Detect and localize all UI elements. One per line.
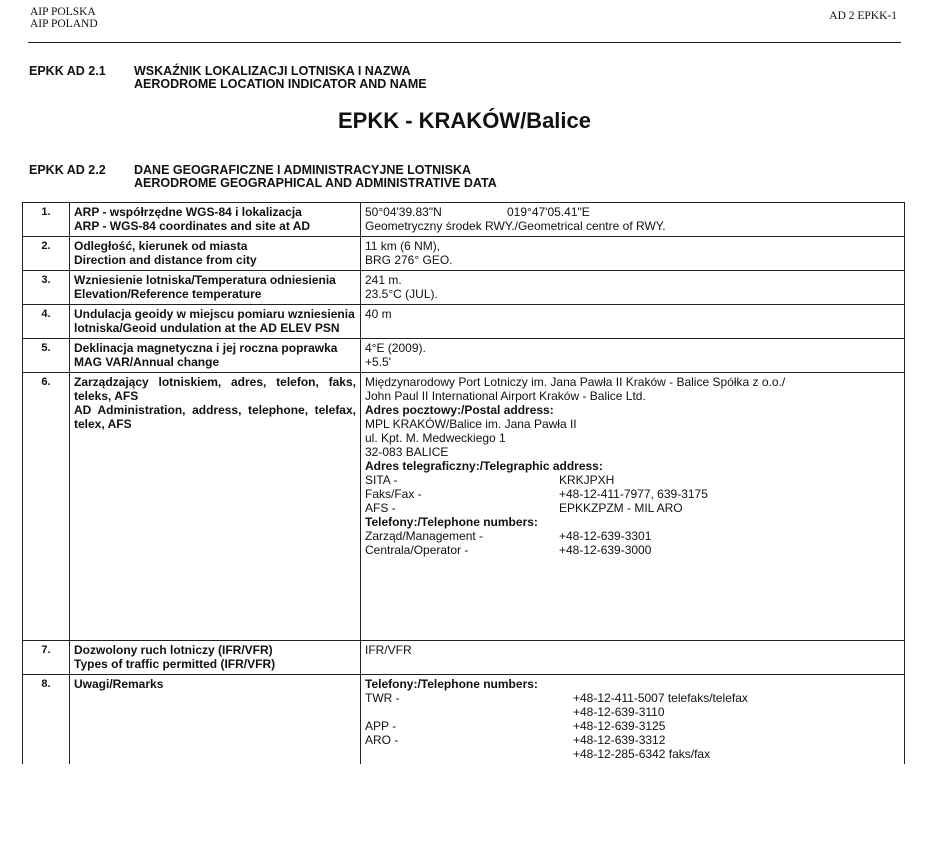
traffic-types: IFR/VFR: [365, 643, 412, 657]
row-label: [70, 373, 361, 641]
section-code: EPKK AD 2.1: [29, 64, 106, 78]
label: Uwagi/Remarks: [74, 677, 164, 691]
label-pl: Deklinacja magnetyczna i jej roczna poprawka: [74, 341, 338, 355]
entry-key: SITA -: [365, 473, 398, 487]
row-value: [361, 373, 905, 641]
row-label: [70, 305, 361, 339]
label-line-2: lotniska/Geoid undulation at the AD ELEV PSN: [74, 321, 340, 335]
entry-value: +48-12-639-3312: [573, 733, 666, 747]
arp-site: Geometryczny środek RWY./Geometrical centre of RWY.: [365, 219, 666, 233]
table-row: [23, 203, 905, 237]
section-title-en: AERODROME GEOGRAPHICAL AND ADMINISTRATIVE DATA: [134, 176, 497, 190]
entry-value: +48-12-285-6342 faks/fax: [573, 747, 711, 761]
postal-line: 32-083 BALICE: [365, 445, 449, 459]
row-label: [70, 339, 361, 373]
label-pl: Wzniesienie lotniska/Temperatura odniesienia: [74, 273, 336, 287]
entry-key: Zarząd/Management -: [365, 529, 484, 543]
row-number: 4.: [23, 305, 70, 339]
section-code: EPKK AD 2.2: [29, 163, 106, 177]
row-number: 7.: [23, 641, 70, 675]
entry-key: AFS -: [365, 501, 396, 515]
row-value: [361, 641, 905, 675]
magnetic-variation: 4°E (2009).: [365, 341, 426, 355]
label-en: MAG VAR/Annual change: [74, 355, 220, 369]
postal-line: MPL KRAKÓW/Balice im. Jana Pawła II: [365, 417, 577, 431]
arp-latitude: 50°04'39.83"N: [365, 205, 442, 219]
label-pl: ARP - współrzędne WGS-84 i lokalizacja: [74, 205, 302, 219]
telegraphic-address-heading: Adres telegraficzny:/Telegraphic address:: [365, 459, 603, 473]
row-number: 5.: [23, 339, 70, 373]
row-number: 1.: [23, 203, 70, 237]
entry-key: APP -: [365, 719, 397, 733]
table-row: [23, 641, 905, 675]
table-row: [23, 373, 905, 641]
entry-key: ARO -: [365, 733, 399, 747]
entry-key: TWR -: [365, 691, 400, 705]
entry-value: +48-12-639-3125: [573, 719, 666, 733]
section-title-pl: WSKAŹNIK LOKALIZACJI LOTNISKA I NAZWA: [134, 64, 411, 78]
operator-name-en: John Paul II International Airport Kraków - Balice Ltd.: [365, 389, 646, 403]
entry-value: EPKKZPZM - MIL ARO: [559, 501, 683, 515]
row-number: 8.: [23, 675, 70, 765]
entry-key: Centrala/Operator -: [365, 543, 469, 557]
operator-phone-entry: [365, 543, 900, 557]
label-line-1: Undulacja geoidy w miejscu pomiaru wzniesienia: [74, 307, 355, 321]
aro-phone-entry: [365, 733, 900, 747]
reference-temperature: 23.5°C (JUL).: [365, 287, 438, 301]
page-reference: AD 2 EPKK-1: [829, 10, 897, 22]
aerodrome-title: EPKK - KRAKÓW/Balice: [337, 108, 592, 133]
publication-header: [30, 6, 98, 30]
annual-change: +5.5': [365, 355, 391, 369]
row-label: [70, 237, 361, 271]
row-number: 6.: [23, 373, 70, 641]
row-label: [70, 271, 361, 305]
twr-phone-entry-2: [365, 705, 900, 719]
postal-address-heading: Adres pocztowy:/Postal address:: [365, 403, 554, 417]
row-value: [361, 339, 905, 373]
entry-value: KRKJPXH: [559, 473, 615, 487]
telephone-heading: Telefony:/Telephone numbers:: [365, 515, 538, 529]
header-divider: [28, 42, 901, 43]
row-value: [361, 203, 905, 237]
geoid-undulation: 40 m: [365, 307, 392, 321]
distance: 11 km (6 NM),: [365, 239, 441, 253]
twr-phone-entry: [365, 691, 900, 705]
entry-value: +48-12-639-3110: [573, 705, 665, 719]
entry-value: +48-12-411-7977, 639-3175: [559, 487, 708, 501]
label-en: Elevation/Reference temperature: [74, 287, 262, 301]
table-row: [23, 339, 905, 373]
row-number: 2.: [23, 237, 70, 271]
aro-fax-entry: [365, 747, 900, 761]
section-title-en: AERODROME LOCATION INDICATOR AND NAME: [134, 77, 427, 91]
label-en: Types of traffic permitted (IFR/VFR): [74, 657, 276, 671]
row-value: [361, 271, 905, 305]
entry-value: +48-12-639-3000: [559, 543, 652, 557]
entry-value: +48-12-411-5007 telefaks/telefax: [573, 691, 748, 705]
afs-entry: [365, 501, 900, 515]
postal-line: ul. Kpt. M. Medweckiego 1: [365, 431, 506, 445]
table-row: [23, 305, 905, 339]
section-title-pl: DANE GEOGRAFICZNE I ADMINISTRACYJNE LOTNISKA: [134, 163, 472, 177]
management-phone-entry: [365, 529, 900, 543]
aerodrome-data-table: [22, 202, 905, 764]
label-en: ARP - WGS-84 coordinates and site at AD: [74, 219, 311, 233]
elevation: 241 m.: [365, 273, 402, 287]
publication-name-pl: AIP POLSKA: [30, 6, 96, 18]
label-pl: Dozwolony ruch lotniczy (IFR/VFR): [74, 643, 273, 657]
publication-name-en: AIP POLAND: [30, 18, 98, 30]
entry-value: +48-12-639-3301: [559, 529, 652, 543]
bearing: BRG 276° GEO.: [365, 253, 453, 267]
table-row: [23, 271, 905, 305]
label-pl: Zarządzający lotniskiem, adres, telefon, faks, teleks, AFS: [74, 375, 356, 403]
table-row: [23, 675, 905, 765]
row-value: [361, 237, 905, 271]
entry-key: Faks/Fax -: [365, 487, 422, 501]
label-en: Direction and distance from city: [74, 253, 257, 267]
row-value: [361, 675, 905, 765]
app-phone-entry: [365, 719, 900, 733]
row-number: 3.: [23, 271, 70, 305]
telephone-heading: Telefony:/Telephone numbers:: [365, 677, 538, 691]
operator-name-pl: Międzynarodowy Port Lotniczy im. Jana Pawła II Kraków - Balice Spółka z o.o./: [365, 375, 786, 389]
row-label: [70, 203, 361, 237]
sita-entry: [365, 473, 900, 487]
table-row: [23, 237, 905, 271]
fax-entry: [365, 487, 900, 501]
arp-longitude: 019°47'05.41"E: [507, 205, 590, 219]
row-label: [70, 641, 361, 675]
label-en: AD Administration, address, telephone, telefax, telex, AFS: [74, 403, 356, 431]
label-pl: Odległość, kierunek od miasta: [74, 239, 248, 253]
row-label: [70, 675, 361, 765]
row-value: [361, 305, 905, 339]
